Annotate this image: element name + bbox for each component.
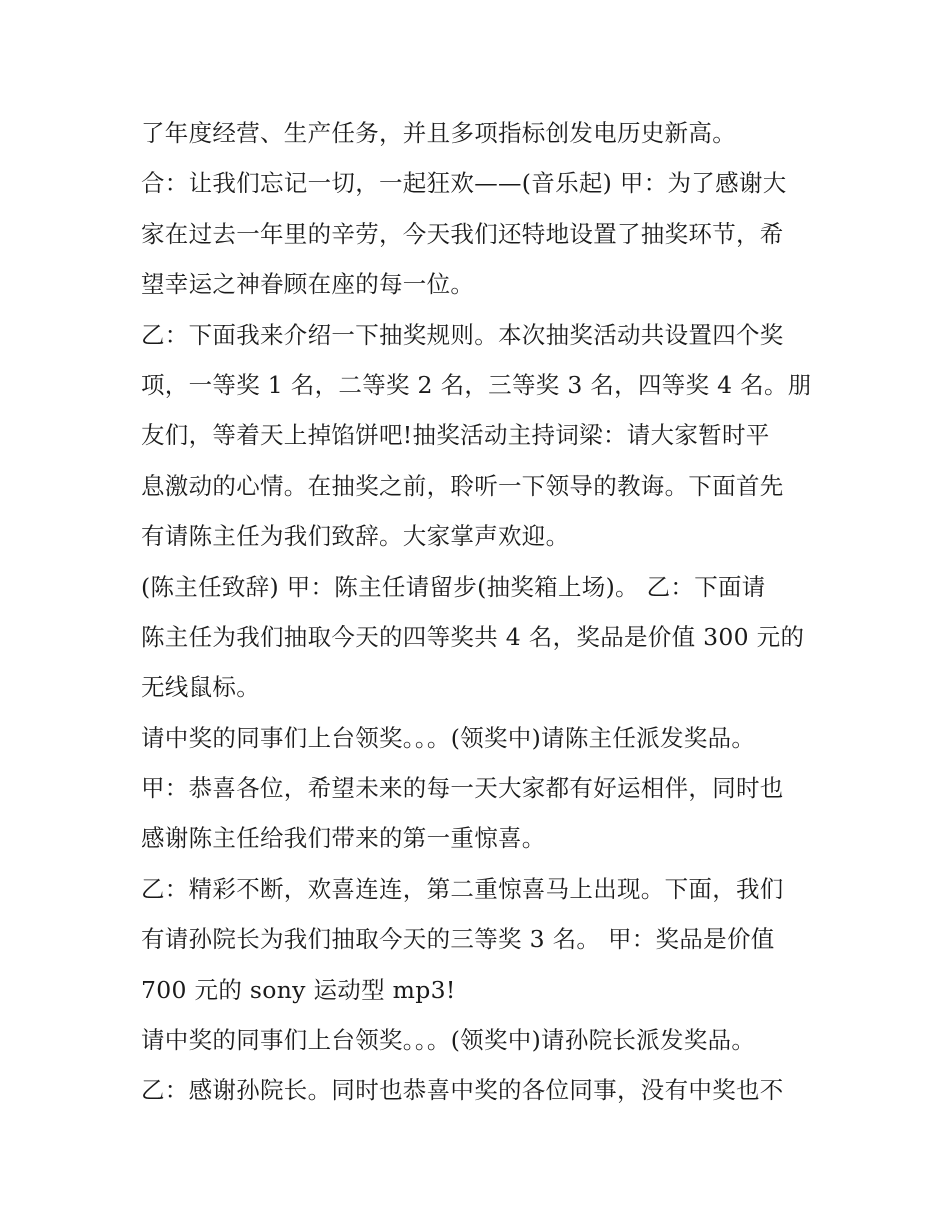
text-line: 合：让我们忘记一切，一起狂欢——(音乐起) 甲：为了感谢大 [141,169,787,198]
document-body [141,108,821,1116]
text-line: (陈主任致辞) 甲：陈主任请留步(抽奖箱上场)。 乙：下面请 [141,572,766,601]
text-line: 有请陈主任为我们致辞。大家掌声欢迎。 [141,522,570,551]
text-line: 家在过去一年里的辛劳，今天我们还特地设置了抽奖环节，希 [141,219,784,248]
text-line: 乙：下面我来介绍一下抽奖规则。本次抽奖活动共设置四个奖 [141,320,784,349]
text-line: 无线鼠标。 [141,673,260,702]
text-line: 请中奖的同事们上台领奖。。。(领奖中)请孙院长派发奖品。 [141,1026,756,1055]
text-line: 望幸运之神眷顾在座的每一位。 [141,270,475,299]
text-line: 请中奖的同事们上台领奖。。。(领奖中)请陈主任派发奖品。 [141,723,756,752]
text-line: 乙：精彩不断，欢喜连连，第二重惊喜马上出现。下面，我们 [141,874,784,903]
text-line: 息激动的心情。在抽奖之前，聆听一下领导的教诲。下面首先 [141,471,784,500]
text-line: 甲：恭喜各位，希望未来的每一天大家都有好运相伴，同时也 [141,774,784,803]
text-line: 友们，等着天上掉馅饼吧!抽奖活动主持词梁：请大家暂时平 [141,421,770,450]
text-line: 700 元的 sony 运动型 mp3! [141,975,456,1004]
text-line: 乙：感谢孙院长。同时也恭喜中奖的各位同事，没有中奖也不 [141,1076,784,1105]
text-line: 有请孙院长为我们抽取今天的三等奖 3 名。 甲：奖品是价值 [141,925,775,954]
text-line: 陈主任为我们抽取今天的四等奖共 4 名，奖品是价值 300 元的 [141,622,805,651]
text-line: 感谢陈主任给我们带来的第一重惊喜。 [141,824,546,853]
text-line: 了年度经营、生产任务，并且多项指标创发电历史新高。 [141,119,736,147]
text-line: 项，一等奖 1 名，二等奖 2 名，三等奖 3 名，四等奖 4 名。朋 [141,370,812,399]
